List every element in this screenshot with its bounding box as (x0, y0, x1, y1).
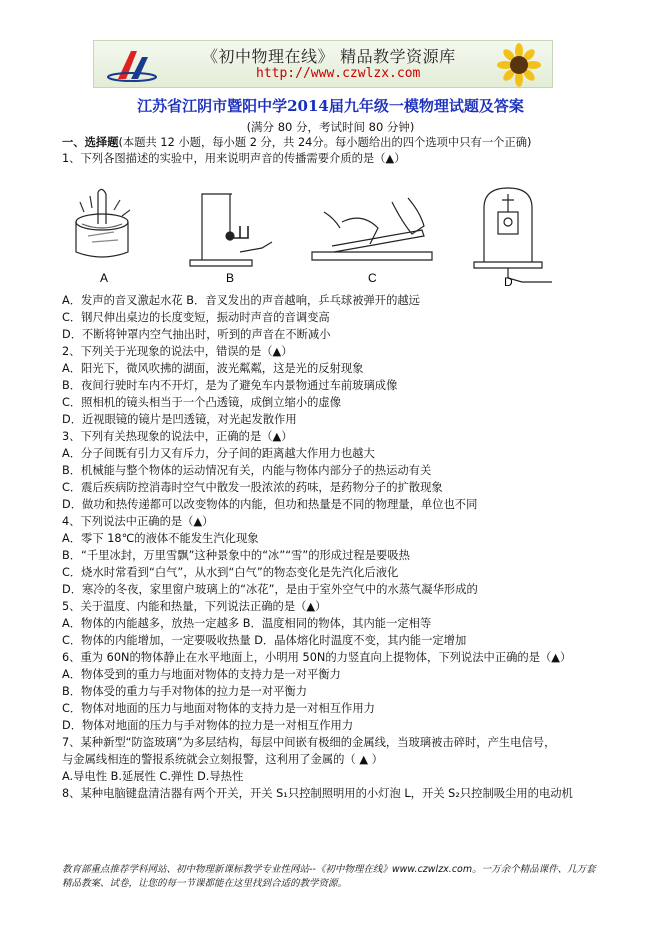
figure-a-tuning-fork-water (76, 189, 130, 257)
figure-d-label: D (504, 275, 513, 289)
question-line: C．物体的内能增加，一定要吸收热量 D．晶体熔化时温度不变，其内能一定增加 (62, 634, 467, 647)
section-heading (62, 135, 531, 151)
question-line: A．阳光下，微风吹拂的湖面，波光粼粼，这是光的反射现象 (62, 362, 364, 375)
question-line: A．分子间既有引力又有斥力，分子间的距离越大作用力也越大 (62, 447, 375, 460)
figure-c-ruler (312, 198, 432, 260)
question-line: C．钢尺伸出桌边的长度变短，振动时声音的音调变高 (62, 311, 330, 324)
question-line: 4、下列说法中正确的是（▲） (62, 515, 214, 528)
figure-a-label: A (100, 271, 109, 285)
question-line: C．震后疾病防控消毒时空气中散发一股浓浓的药味，是药物分子的扩散现象 (62, 481, 443, 494)
header-banner (93, 40, 553, 88)
question-line: 5、关于温度、内能和热量，下列说法正确的是（▲） (62, 600, 327, 613)
question-line: B．“千里冰封，万里雪飘”这种景象中的“冰”“雪”的形成过程是要吸热 (62, 549, 410, 562)
question-line: B．夜间行驶时车内不开灯，是为了避免车内景物通过车前玻璃成像 (62, 379, 398, 392)
question-line: 1、下列各图描述的实验中，用来说明声音的传播需要介质的是（▲） (62, 152, 406, 165)
section-title: 一、选择题 (62, 136, 119, 149)
figure-d-bell-jar (474, 188, 552, 282)
question-line: C．烧水时常看到“白气”，从水到“白气”的物态变化是先汽化后液化 (62, 566, 399, 579)
question-line: D．做功和热传递都可以改变物体的内能，但功和热量是不同的物理量，单位也不同 (62, 498, 478, 511)
figure-b-label: B (226, 271, 235, 285)
question-line: 3、下列有关热现象的说法中，正确的是（▲） (62, 430, 293, 443)
question-line: 与金属线相连的警报系统就会立刻报警，这利用了金属的（ ▲ ） (62, 753, 383, 766)
question-line: A．发声的音叉激起水花 B．音叉发出的声音越响，乒乓球被弹开的越远 (62, 294, 420, 307)
question-line: D．不断将钟罩内空气抽出时，听到的声音在不断减小 (62, 328, 331, 341)
question-line: 8、某种电脑键盘清洁器有两个开关，开关 S₁只控制照明用的小灯泡 L，开关 S₂只控制吸尘用的电动机 (62, 787, 573, 800)
question-line: 7、某种新型“防盗玻璃”为多层结构，每层中间嵌有极细的金属线，当玻璃被击碎时，产生电信号， (62, 736, 556, 749)
figure-b-tuning-fork-ball (190, 194, 272, 266)
question-line: C．物体对地面的压力与地面对物体的支持力是一对相互作用力 (62, 702, 375, 715)
sunflower-icon (490, 43, 548, 87)
question-line: D．近视眼镜的镜片是凹透镜，对光起发散作用 (62, 413, 297, 426)
question-line: 6、重为 60N的物体静止在水平地面上，小明用 50N的力竖直向上提物体，下列说法中正确的是（▲） (62, 651, 572, 664)
question-line: A．物体的内能越多，放热一定越多 B．温度相同的物体，其内能一定相等 (62, 617, 432, 630)
site-logo-icon (104, 47, 158, 83)
question-line: D．物体对地面的压力与手对物体的拉力是一对相互作用力 (62, 719, 354, 732)
question-line: B．物体受的重力与手对物体的拉力是一对平衡力 (62, 685, 307, 698)
question-line: D．寒冷的冬夜，家里窗户玻璃上的“冰花”，是由于室外空气中的水蒸气凝华形成的 (62, 583, 478, 596)
banner-url[interactable]: http://www.czwlzx.com (256, 66, 421, 81)
question-line: A．零下 18℃的液体不能发生汽化现象 (62, 532, 259, 545)
question-line: 2、下列关于光现象的说法中，错误的是（▲） (62, 345, 293, 358)
figure-c-label: C (368, 271, 377, 285)
banner-title: 《初中物理在线》 精品教学资源库 (202, 47, 456, 66)
question-line: C．照相机的镜头相当于一个凸透镜，成倒立缩小的虚像 (62, 396, 342, 409)
banner-suffix: 精品教学资源库 (340, 47, 456, 66)
question-line: B．机械能与整个物体的运动情况有关，内能与物体内部分子的热运动有关 (62, 464, 432, 477)
experiment-figures (62, 182, 582, 292)
page-footer: 教育部重点推荐学科网站、初中物理新课标教学专业性网站--《初中物理在线》www.czwlzx.com。一万余个精品课件、几万套精品教案、试卷，让您的每一节课都能在这里找到合适的教学资源。 (62, 864, 596, 889)
question-line: A．物体受到的重力与地面对物体的支持力是一对平衡力 (62, 668, 341, 681)
section-description: (本题共 12 小题，每小题 2 分，共 24分。每小题给出的四个选项中只有一个正确) (118, 136, 532, 149)
page-title: 江苏省江阴市暨阳中学2014届九年级一模物理试题及答案 (137, 97, 524, 115)
question-line: A.导电性 B.延展性 C.弹性 D.导热性 (62, 770, 244, 783)
page-subtitle: (满分 80 分，考试时间 80 分钟) (246, 120, 415, 134)
